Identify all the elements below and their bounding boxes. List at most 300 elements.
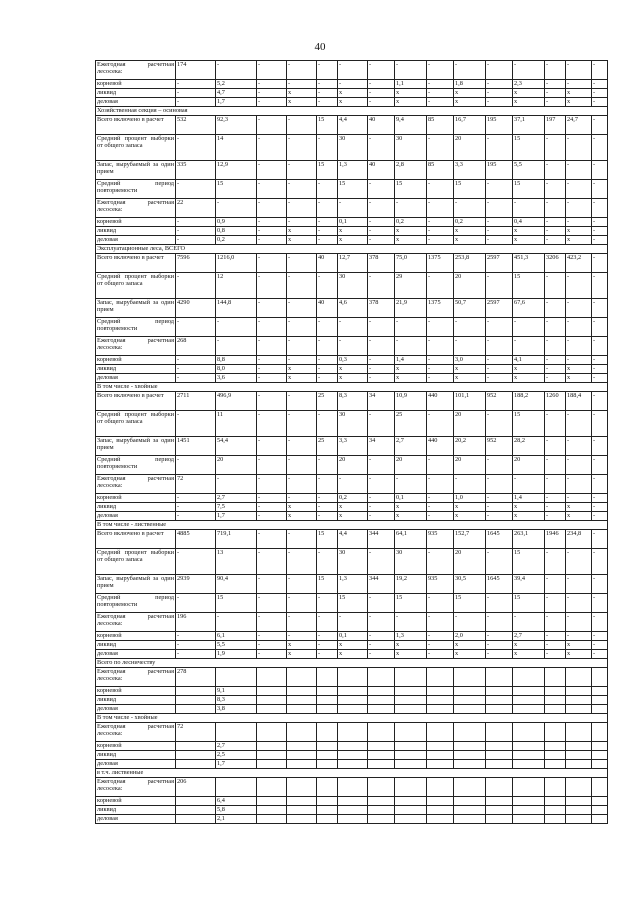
table-cell xyxy=(592,778,608,797)
row-label: Средний процент выборки от общего запаса xyxy=(96,411,176,437)
table-cell: - xyxy=(338,475,368,494)
table-cell: - xyxy=(317,227,338,236)
table-cell: - xyxy=(566,613,592,632)
table-cell: х xyxy=(566,89,592,98)
table-cell: - xyxy=(287,356,317,365)
table-cell: х xyxy=(338,503,368,512)
table-cell xyxy=(427,668,454,687)
table-cell: - xyxy=(257,411,287,437)
table-cell: - xyxy=(592,512,608,521)
table-cell xyxy=(338,778,368,797)
table-row xyxy=(96,742,608,751)
table-cell: 2,7 xyxy=(216,494,257,503)
table-row xyxy=(96,594,608,613)
table-cell: - xyxy=(287,299,317,318)
table-cell: - xyxy=(257,374,287,383)
table-cell xyxy=(257,696,287,705)
table-cell: - xyxy=(257,365,287,374)
row-label: Ежегодная расчетная лесосека: xyxy=(96,199,176,218)
table-cell xyxy=(338,705,368,714)
table-cell: х xyxy=(513,236,545,245)
table-cell: 196 xyxy=(176,613,216,632)
table-cell: - xyxy=(176,318,216,337)
table-cell: х xyxy=(287,374,317,383)
row-label: Всего включено в расчет xyxy=(96,530,176,549)
table-cell xyxy=(427,705,454,714)
table-cell: - xyxy=(486,98,513,107)
table-cell xyxy=(545,751,566,760)
table-cell: 29 xyxy=(395,273,427,299)
table-cell: 8,0 xyxy=(216,365,257,374)
table-cell xyxy=(395,778,427,797)
table-cell: - xyxy=(427,98,454,107)
table-cell: - xyxy=(545,337,566,356)
table-cell: - xyxy=(395,337,427,356)
row-label: Средний процент выборки от общего запаса xyxy=(96,549,176,575)
table-cell: 188,2 xyxy=(513,392,545,411)
table-cell xyxy=(566,687,592,696)
table-row xyxy=(96,236,608,245)
table-cell: - xyxy=(486,594,513,613)
table-cell: х xyxy=(395,374,427,383)
table-cell: - xyxy=(545,374,566,383)
table-cell: 952 xyxy=(486,392,513,411)
table-cell: - xyxy=(592,613,608,632)
table-cell xyxy=(592,723,608,742)
table-cell xyxy=(454,705,486,714)
table-cell: - xyxy=(317,356,338,365)
table-cell xyxy=(395,696,427,705)
table-cell xyxy=(454,723,486,742)
table-cell: 20 xyxy=(454,549,486,575)
table-cell: х xyxy=(566,512,592,521)
section-title: В том числе - хвойные xyxy=(96,383,608,392)
table-cell: - xyxy=(257,641,287,650)
table-row xyxy=(96,89,608,98)
table-cell: - xyxy=(592,218,608,227)
section-title: В том числе - хвойные xyxy=(96,714,608,723)
table-row xyxy=(96,696,608,705)
table-cell: х xyxy=(513,374,545,383)
table-cell: - xyxy=(513,337,545,356)
table-cell: х xyxy=(566,98,592,107)
table-cell xyxy=(545,696,566,705)
table-cell xyxy=(287,797,317,806)
table-cell: х xyxy=(566,365,592,374)
table-cell: - xyxy=(545,61,566,80)
row-label: корневой xyxy=(96,494,176,503)
table-cell: - xyxy=(176,135,216,161)
table-cell: - xyxy=(545,199,566,218)
table-cell: - xyxy=(287,494,317,503)
table-cell: 423,2 xyxy=(566,254,592,273)
table-cell: - xyxy=(592,632,608,641)
table-row xyxy=(96,778,608,797)
table-cell xyxy=(287,760,317,769)
table-cell: - xyxy=(257,98,287,107)
row-label: Ежегодная расчетная лесосека: xyxy=(96,668,176,687)
table-row xyxy=(96,337,608,356)
table-cell: 2,7 xyxy=(216,742,257,751)
table-cell: 253,8 xyxy=(454,254,486,273)
table-cell: - xyxy=(368,456,395,475)
table-cell: 20 xyxy=(513,456,545,475)
table-cell: - xyxy=(287,337,317,356)
table-cell xyxy=(257,687,287,696)
table-cell xyxy=(317,687,338,696)
table-cell: - xyxy=(427,356,454,365)
table-cell: - xyxy=(545,365,566,374)
table-cell xyxy=(545,668,566,687)
table-cell: - xyxy=(287,392,317,411)
table-cell xyxy=(176,806,216,815)
table-cell: 0,1 xyxy=(395,494,427,503)
table-cell: - xyxy=(566,299,592,318)
row-label: ликвид xyxy=(96,806,176,815)
table-cell: - xyxy=(486,494,513,503)
table-row xyxy=(96,61,608,80)
row-label: Ежегодная расчетная лесосека: xyxy=(96,723,176,742)
table-cell: - xyxy=(257,199,287,218)
table-cell: - xyxy=(216,318,257,337)
table-cell: - xyxy=(176,365,216,374)
table-cell xyxy=(566,696,592,705)
table-cell: - xyxy=(592,227,608,236)
table-cell xyxy=(486,696,513,705)
table-cell: - xyxy=(176,374,216,383)
table-cell: - xyxy=(566,161,592,180)
table-cell: - xyxy=(545,437,566,456)
table-cell xyxy=(395,751,427,760)
table-cell: 719,1 xyxy=(216,530,257,549)
table-cell: - xyxy=(513,61,545,80)
table-row xyxy=(96,80,608,89)
table-cell xyxy=(368,815,395,824)
table-cell xyxy=(513,723,545,742)
row-label: деловая xyxy=(96,236,176,245)
table-cell: - xyxy=(368,273,395,299)
table-row xyxy=(96,687,608,696)
table-cell xyxy=(566,742,592,751)
row-label: деловая xyxy=(96,760,176,769)
row-label: Всего включено в расчет xyxy=(96,116,176,135)
table-cell: - xyxy=(566,411,592,437)
table-cell: - xyxy=(257,116,287,135)
table-cell: 496,9 xyxy=(216,392,257,411)
table-cell: х xyxy=(513,98,545,107)
table-cell: - xyxy=(257,135,287,161)
table-cell: - xyxy=(486,236,513,245)
table-cell: 12,7 xyxy=(338,254,368,273)
table-cell: - xyxy=(592,116,608,135)
table-cell: - xyxy=(317,549,338,575)
table-cell: - xyxy=(216,61,257,80)
table-cell: - xyxy=(545,356,566,365)
table-cell xyxy=(338,751,368,760)
row-label: Средний период повторяемости xyxy=(96,180,176,199)
table-cell: - xyxy=(287,456,317,475)
table-row xyxy=(96,392,608,411)
table-cell: 378 xyxy=(368,254,395,273)
table-cell: 20 xyxy=(338,456,368,475)
table-cell: - xyxy=(545,594,566,613)
page-number: 40 xyxy=(314,41,326,53)
table-cell: - xyxy=(566,318,592,337)
table-cell: 54,4 xyxy=(216,437,257,456)
table-cell: 30 xyxy=(338,273,368,299)
table-cell: - xyxy=(427,632,454,641)
table-cell xyxy=(545,687,566,696)
table-cell: х xyxy=(566,503,592,512)
table-cell: 3,6 xyxy=(216,374,257,383)
table-cell: - xyxy=(317,494,338,503)
table-cell: х xyxy=(287,89,317,98)
row-label: Запас, вырубаемый за один прием xyxy=(96,299,176,318)
table-cell: х xyxy=(513,89,545,98)
row-label: деловая xyxy=(96,374,176,383)
table-cell: 101,1 xyxy=(454,392,486,411)
table-cell xyxy=(513,778,545,797)
table-row xyxy=(96,318,608,337)
table-cell xyxy=(257,760,287,769)
table-cell: 268 xyxy=(176,337,216,356)
table-row xyxy=(96,135,608,161)
table-cell: х xyxy=(287,641,317,650)
table-cell xyxy=(287,705,317,714)
table-cell xyxy=(592,760,608,769)
table-cell: 1946 xyxy=(545,530,566,549)
table-cell: 1645 xyxy=(486,530,513,549)
table-cell: 22 xyxy=(176,199,216,218)
table-cell xyxy=(176,760,216,769)
table-cell: - xyxy=(317,180,338,199)
table-cell: - xyxy=(566,632,592,641)
table-cell xyxy=(368,760,395,769)
table-cell: 0,2 xyxy=(338,494,368,503)
table-cell: - xyxy=(317,337,338,356)
table-cell: - xyxy=(427,80,454,89)
table-cell: - xyxy=(545,512,566,521)
table-cell: - xyxy=(486,650,513,659)
table-cell: - xyxy=(592,135,608,161)
table-cell: - xyxy=(368,494,395,503)
table-cell: - xyxy=(176,549,216,575)
table-cell: - xyxy=(592,61,608,80)
table-cell: - xyxy=(486,61,513,80)
table-cell xyxy=(176,705,216,714)
table-cell: 8,8 xyxy=(216,356,257,365)
table-cell: 935 xyxy=(427,575,454,594)
table-cell: - xyxy=(545,494,566,503)
table-cell: - xyxy=(592,494,608,503)
table-cell: х xyxy=(338,641,368,650)
table-cell: 7596 xyxy=(176,254,216,273)
table-body xyxy=(96,61,608,824)
table-cell: - xyxy=(216,199,257,218)
table-cell: - xyxy=(317,374,338,383)
section-title: В том числе - лиственные xyxy=(96,521,608,530)
table-cell: 1,3 xyxy=(338,161,368,180)
table-cell: 4885 xyxy=(176,530,216,549)
table-cell: - xyxy=(545,650,566,659)
table-cell xyxy=(287,742,317,751)
table-cell: - xyxy=(338,199,368,218)
table-cell: - xyxy=(486,411,513,437)
table-cell: - xyxy=(592,530,608,549)
table-cell: 2597 xyxy=(486,254,513,273)
table-cell: - xyxy=(257,356,287,365)
table-cell xyxy=(176,687,216,696)
table-cell: - xyxy=(176,80,216,89)
table-cell: - xyxy=(176,411,216,437)
row-label: деловая xyxy=(96,98,176,107)
table-cell xyxy=(513,760,545,769)
table-cell: - xyxy=(592,365,608,374)
table-cell xyxy=(427,687,454,696)
table-cell: - xyxy=(317,273,338,299)
table-cell: - xyxy=(592,392,608,411)
table-cell: 15 xyxy=(513,549,545,575)
table-cell: - xyxy=(368,475,395,494)
table-cell: 2,3 xyxy=(513,80,545,89)
table-cell: - xyxy=(257,180,287,199)
table-cell: 0,2 xyxy=(454,218,486,227)
table-row xyxy=(96,365,608,374)
table-cell: - xyxy=(368,411,395,437)
table-cell: - xyxy=(545,161,566,180)
table-row xyxy=(96,456,608,475)
table-cell xyxy=(566,760,592,769)
table-cell: - xyxy=(592,318,608,337)
table-cell: х xyxy=(395,641,427,650)
table-cell: - xyxy=(454,475,486,494)
table-cell: - xyxy=(257,61,287,80)
table-cell: 75,0 xyxy=(395,254,427,273)
table-cell: 2711 xyxy=(176,392,216,411)
table-cell xyxy=(287,723,317,742)
table-row xyxy=(96,815,608,824)
table-cell: 30 xyxy=(338,549,368,575)
table-cell: - xyxy=(176,98,216,107)
table-cell xyxy=(317,668,338,687)
table-cell xyxy=(368,723,395,742)
table-cell: - xyxy=(216,613,257,632)
table-cell xyxy=(287,687,317,696)
table-cell: - xyxy=(566,575,592,594)
table-cell: 15 xyxy=(317,530,338,549)
table-cell: - xyxy=(317,89,338,98)
table-cell: - xyxy=(257,650,287,659)
table-cell xyxy=(338,696,368,705)
table-cell: - xyxy=(486,632,513,641)
table-cell: - xyxy=(338,613,368,632)
table-cell xyxy=(395,797,427,806)
table-cell xyxy=(592,705,608,714)
table-cell: - xyxy=(545,98,566,107)
table-cell: - xyxy=(395,318,427,337)
table-cell: - xyxy=(427,549,454,575)
table-cell xyxy=(592,797,608,806)
table-cell: 15 xyxy=(317,575,338,594)
table-cell: - xyxy=(287,594,317,613)
row-label: корневой xyxy=(96,797,176,806)
table-cell: 1,3 xyxy=(395,632,427,641)
table-cell: 3206 xyxy=(545,254,566,273)
table-cell: - xyxy=(338,80,368,89)
table-cell: - xyxy=(176,89,216,98)
table-cell: х xyxy=(338,89,368,98)
table-cell xyxy=(454,797,486,806)
table-cell: - xyxy=(287,475,317,494)
table-cell: - xyxy=(486,512,513,521)
table-cell: - xyxy=(566,199,592,218)
table-cell: - xyxy=(287,575,317,594)
table-cell: 15 xyxy=(395,180,427,199)
table-row xyxy=(96,751,608,760)
table-cell: х xyxy=(513,227,545,236)
table-cell xyxy=(317,806,338,815)
table-cell: - xyxy=(317,365,338,374)
table-cell: - xyxy=(513,475,545,494)
table-cell: 7,5 xyxy=(216,503,257,512)
table-cell: - xyxy=(454,318,486,337)
table-cell: - xyxy=(427,613,454,632)
table-cell: - xyxy=(566,273,592,299)
table-cell: - xyxy=(486,218,513,227)
table-cell: - xyxy=(176,227,216,236)
table-cell: х xyxy=(513,641,545,650)
table-cell xyxy=(287,806,317,815)
table-cell: - xyxy=(257,530,287,549)
row-label: ликвид xyxy=(96,751,176,760)
table-cell: 1,4 xyxy=(513,494,545,503)
table-cell: 20 xyxy=(454,135,486,161)
table-cell: - xyxy=(592,356,608,365)
table-cell: - xyxy=(427,218,454,227)
table-cell: 197 xyxy=(545,116,566,135)
table-cell xyxy=(566,797,592,806)
table-row xyxy=(96,437,608,456)
table-row xyxy=(96,180,608,199)
table-cell xyxy=(257,723,287,742)
table-cell: - xyxy=(395,199,427,218)
table-cell: - xyxy=(257,218,287,227)
table-cell xyxy=(216,723,257,742)
table-cell xyxy=(454,696,486,705)
table-cell: - xyxy=(486,273,513,299)
table-cell xyxy=(368,751,395,760)
table-cell xyxy=(486,687,513,696)
table-cell: - xyxy=(566,549,592,575)
table-cell xyxy=(338,815,368,824)
table-cell: - xyxy=(257,80,287,89)
table-cell: - xyxy=(317,98,338,107)
table-cell: - xyxy=(287,273,317,299)
table-row xyxy=(96,356,608,365)
table-cell: х xyxy=(513,512,545,521)
table-cell: - xyxy=(566,337,592,356)
table-cell: - xyxy=(317,512,338,521)
table-cell: х xyxy=(338,227,368,236)
table-cell xyxy=(566,806,592,815)
table-cell: - xyxy=(368,549,395,575)
table-row xyxy=(96,374,608,383)
table-cell: - xyxy=(427,456,454,475)
table-cell xyxy=(566,705,592,714)
row-label: Запас, вырубаемый за один прием xyxy=(96,575,176,594)
table-cell: - xyxy=(368,613,395,632)
table-cell: - xyxy=(592,236,608,245)
